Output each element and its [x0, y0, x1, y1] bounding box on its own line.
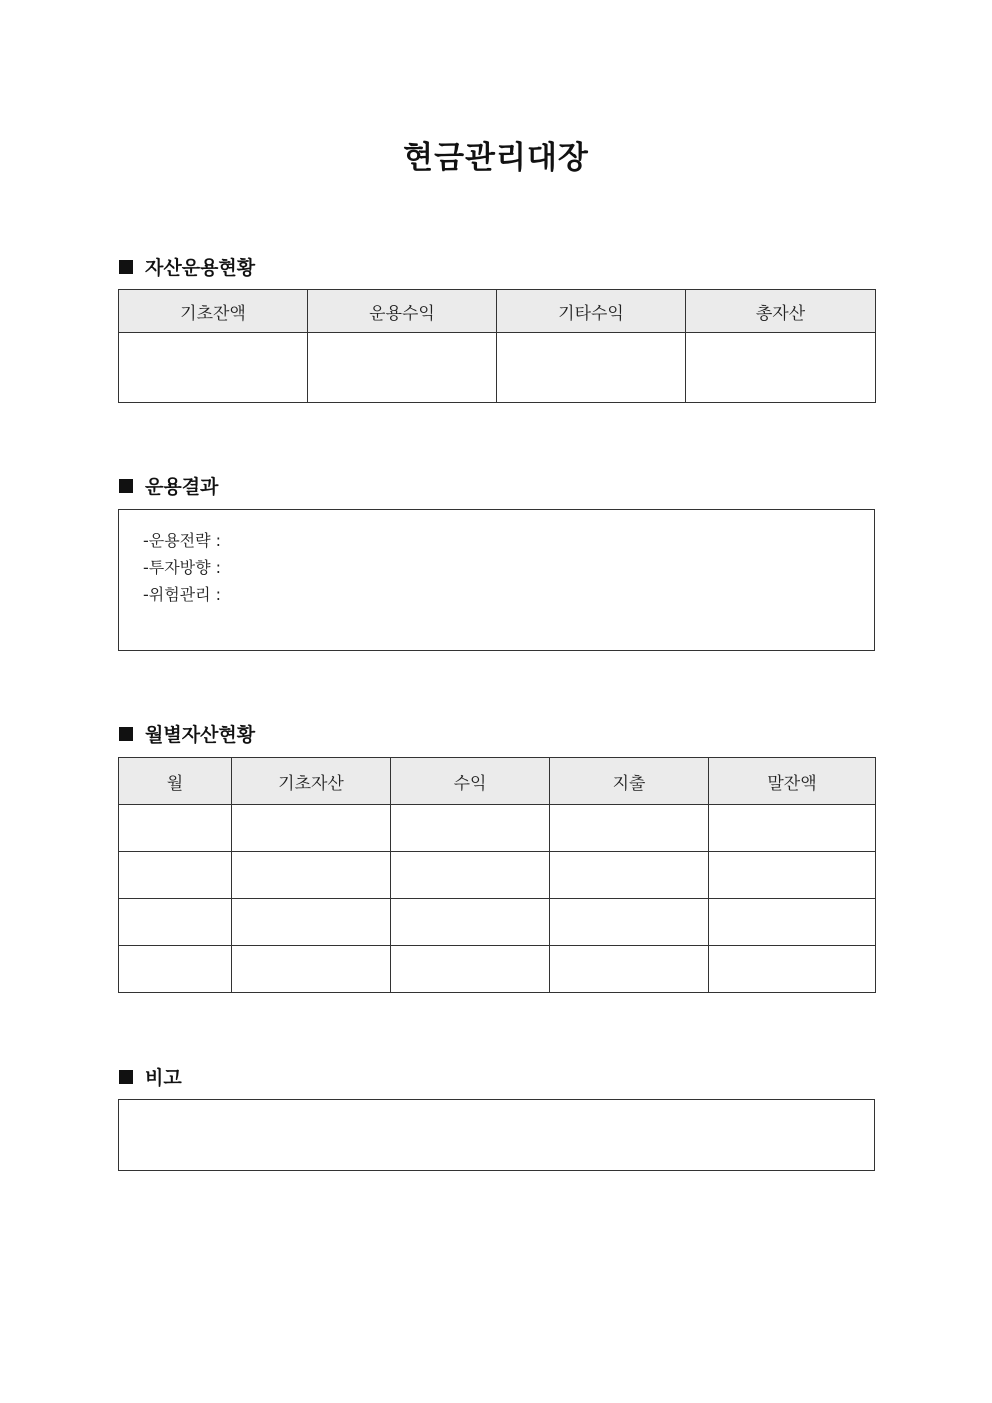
table-cell[interactable]: [119, 946, 232, 993]
table-cell[interactable]: [550, 899, 709, 946]
section-title: 비고: [145, 1067, 182, 1089]
operation-result-box[interactable]: [118, 509, 875, 651]
table-header-row: [119, 290, 876, 333]
table-row: [119, 946, 876, 993]
section-heading-asset-status: [119, 253, 255, 280]
risk-management-line: -위험관리 :: [143, 585, 222, 604]
table-cell[interactable]: [686, 333, 876, 403]
table-cell[interactable]: [119, 852, 232, 899]
section-title: 운용결과: [145, 476, 219, 498]
monthly-assets-table: [118, 757, 876, 993]
column-header: 수익: [391, 758, 550, 805]
table-cell[interactable]: [709, 805, 876, 852]
table-cell[interactable]: [709, 852, 876, 899]
column-header: 지출: [550, 758, 709, 805]
table-row: [119, 333, 876, 403]
column-header: 기초자산: [232, 758, 391, 805]
table-cell[interactable]: [308, 333, 497, 403]
black-square-icon: [119, 260, 133, 274]
table-cell[interactable]: [709, 946, 876, 993]
table-row: [119, 852, 876, 899]
table-cell[interactable]: [119, 899, 232, 946]
table-cell[interactable]: [709, 899, 876, 946]
column-header: 총자산: [686, 290, 876, 333]
result-lines: [119, 510, 874, 608]
section-title: 자산운용현황: [145, 257, 256, 279]
section-heading-operation-result: [119, 472, 218, 499]
strategy-line: -운용전략 :: [143, 531, 222, 550]
table-cell[interactable]: [119, 333, 308, 403]
table-cell[interactable]: [119, 805, 232, 852]
black-square-icon: [119, 727, 133, 741]
table-cell[interactable]: [497, 333, 686, 403]
table-cell[interactable]: [232, 805, 391, 852]
section-title: 월별자산현황: [145, 724, 256, 746]
table-header-row: [119, 758, 876, 805]
column-header: 월: [119, 758, 232, 805]
section-heading-remarks: [119, 1063, 182, 1090]
table-cell[interactable]: [391, 805, 550, 852]
table-cell[interactable]: [550, 946, 709, 993]
table-cell[interactable]: [391, 946, 550, 993]
table-row: [119, 899, 876, 946]
table-cell[interactable]: [232, 852, 391, 899]
table-cell[interactable]: [391, 899, 550, 946]
column-header: 말잔액: [709, 758, 876, 805]
investment-direction-line: -투자방향 :: [143, 558, 222, 577]
column-header: 기타수익: [497, 290, 686, 333]
black-square-icon: [119, 479, 133, 493]
table-cell[interactable]: [391, 852, 550, 899]
remarks-box[interactable]: [118, 1099, 875, 1171]
table-cell[interactable]: [550, 805, 709, 852]
black-square-icon: [119, 1070, 133, 1084]
table-row: [119, 805, 876, 852]
column-header: 운용수익: [308, 290, 497, 333]
asset-status-table: [118, 289, 876, 403]
table-cell[interactable]: [232, 899, 391, 946]
section-heading-monthly-assets: [119, 720, 255, 747]
table-cell[interactable]: [232, 946, 391, 993]
page-title: 현금관리대장: [403, 140, 589, 176]
column-header: 기초잔액: [119, 290, 308, 333]
table-cell[interactable]: [550, 852, 709, 899]
